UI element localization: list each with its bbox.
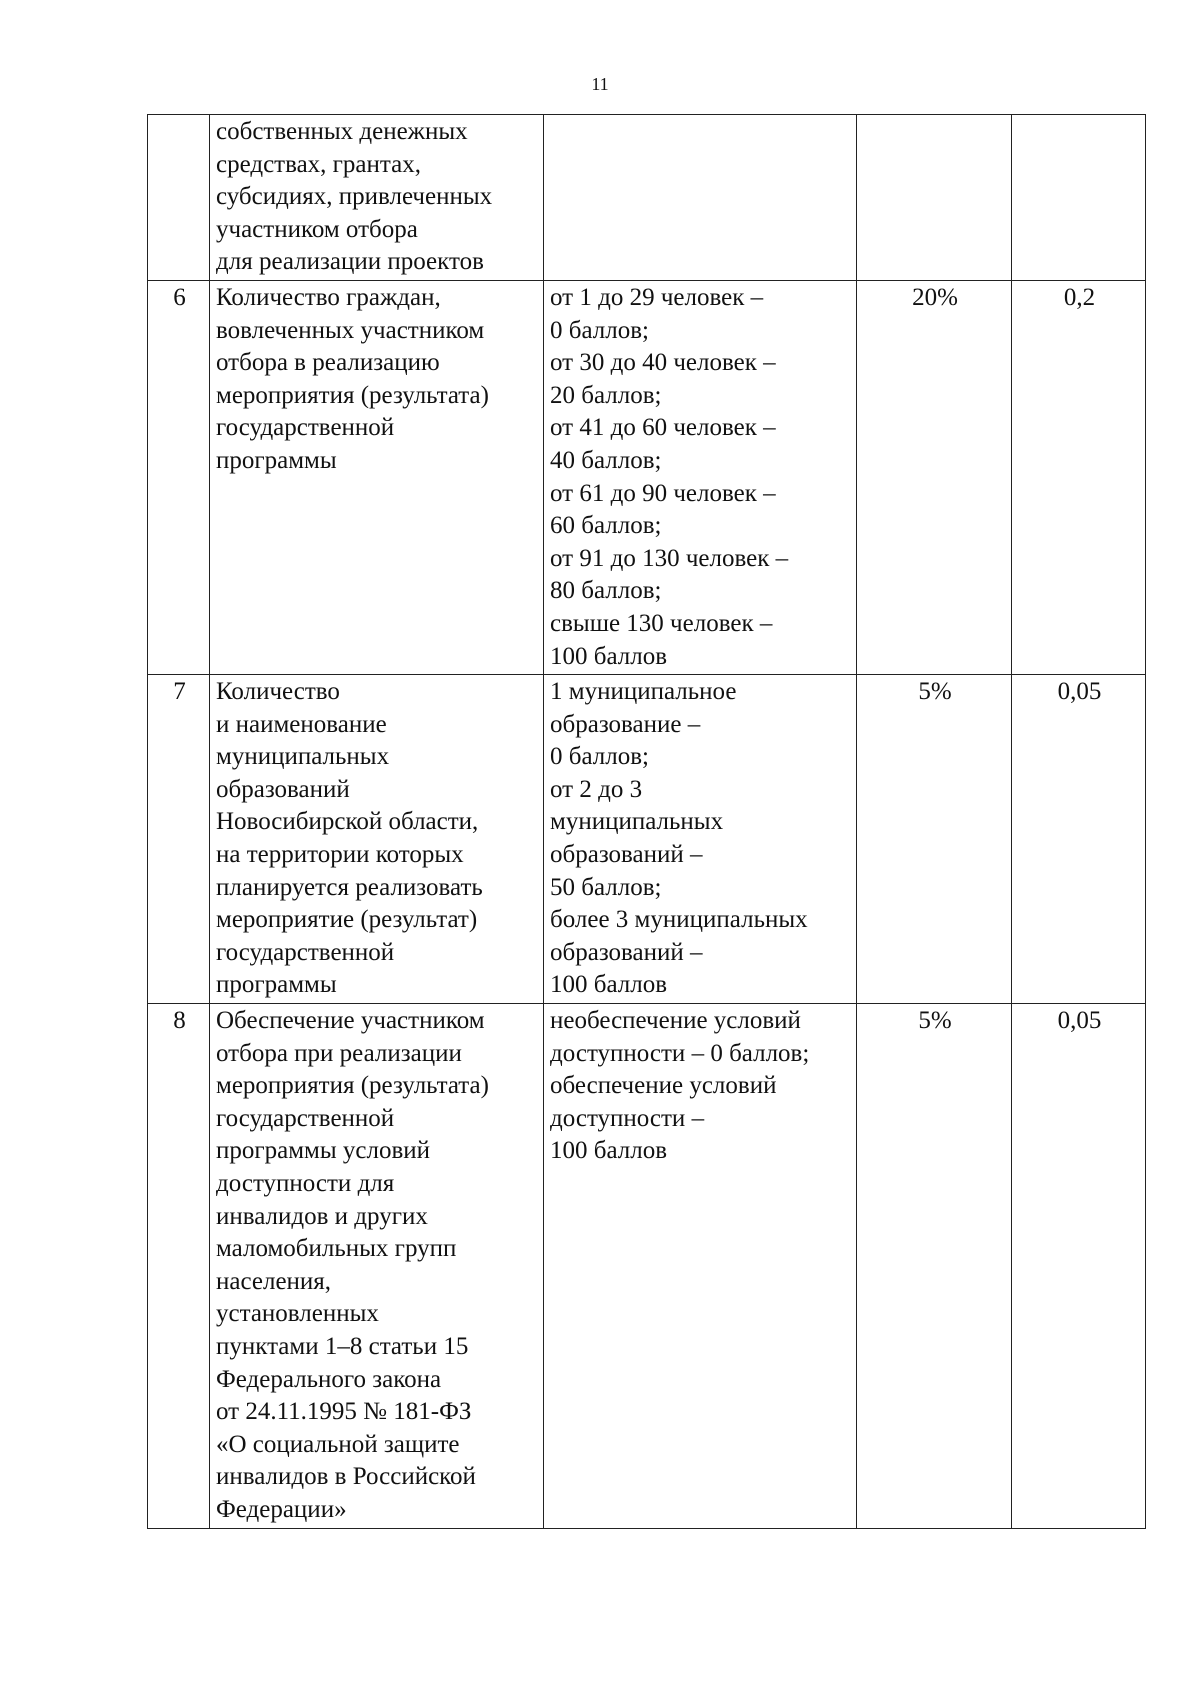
weight-cell: 5% [857,675,1012,1004]
coefficient-cell [1012,115,1146,281]
criteria-table [147,114,1146,1529]
weight-cell: 20% [857,280,1012,674]
criterion-cell: Обеспечение участником отбора при реализации мероприятия (результата) государственной программы условий доступности для инвалидов и других маломобильных групп населения, установленных пунктами 1–8 статьи 15 Федерального закона от 24.11.1995 № 181-ФЗ «О социальной защите инвалидов в Российской Федерации» [210,1004,544,1529]
row-number-cell: 8 [148,1004,210,1529]
coefficient-cell: 0,05 [1012,675,1146,1004]
page-number: 11 [591,74,609,94]
scoring-scale-cell: необеспечение условий доступности – 0 баллов; обеспечение условий доступности – 100 баллов [544,1004,857,1529]
criterion-cell: Количество граждан, вовлеченных участником отбора в реализацию мероприятия (результата) государственной программы [210,280,544,674]
weight-cell: 5% [857,1004,1012,1529]
scoring-scale-cell [544,115,857,281]
table-row [148,675,1146,1004]
scoring-scale-cell: 1 муниципальное образование – 0 баллов; от 2 до 3 муниципальных образований – 50 баллов; более 3 муниципальных образований – 100 баллов [544,675,857,1004]
coefficient-cell: 0,2 [1012,280,1146,674]
row-number-cell: 6 [148,280,210,674]
row-number-cell [148,115,210,281]
coefficient-cell: 0,05 [1012,1004,1146,1529]
criterion-cell: Количество и наименование муниципальных образований Новосибирской области, на территории которых планируется реализовать мероприятие (результат) государственной программы [210,675,544,1004]
weight-cell [857,115,1012,281]
criterion-cell: собственных денежных средствах, грантах, субсидиях, привлеченных участником отбора для реализации проектов [210,115,544,281]
table-row [148,1004,1146,1529]
scoring-scale-cell: от 1 до 29 человек – 0 баллов; от 30 до 40 человек – 20 баллов; от 41 до 60 человек – 40 баллов; от 61 до 90 человек – 60 баллов; от 91 до 130 человек – 80 баллов; свыше 130 человек – 100 баллов [544,280,857,674]
table-row [148,280,1146,674]
table-row [148,115,1146,281]
row-number-cell: 7 [148,675,210,1004]
